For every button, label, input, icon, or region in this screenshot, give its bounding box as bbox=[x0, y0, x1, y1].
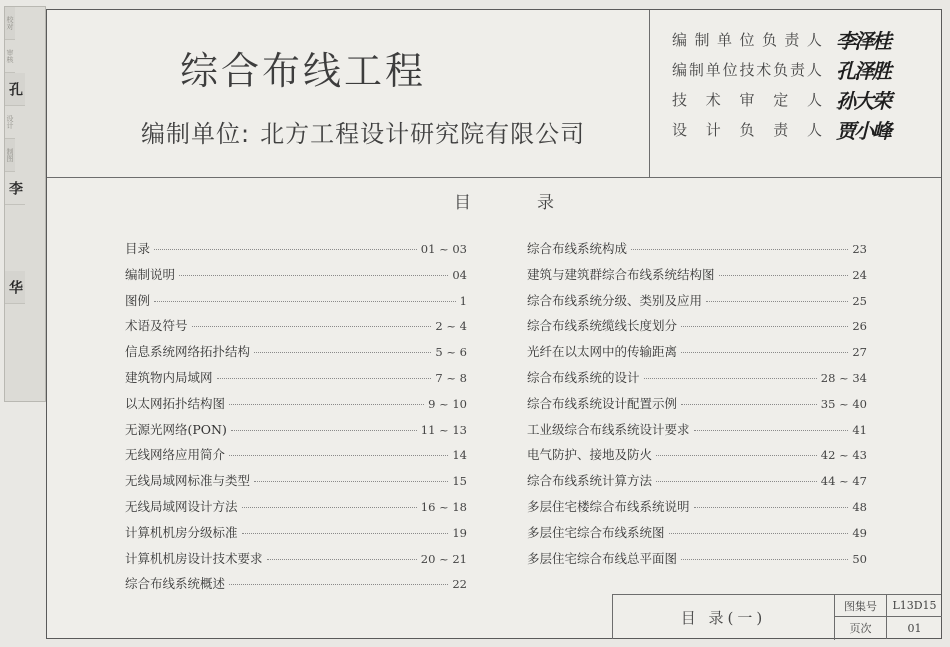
toc-entry-title: 图例 bbox=[125, 292, 151, 308]
toc-entry-title: 光纤在以太网中的传输距离 bbox=[527, 344, 678, 360]
approval-row bbox=[672, 24, 932, 54]
toc-entry-title: 建筑与建筑群综合布线系统结构图 bbox=[527, 266, 715, 282]
toc-entry[interactable] bbox=[125, 342, 467, 360]
strip-label: 制图 bbox=[5, 139, 15, 172]
org-label: 编制单位: bbox=[141, 120, 251, 148]
toc-leader-dots bbox=[154, 249, 417, 250]
toc-entry[interactable] bbox=[527, 265, 867, 283]
toc-entry-page: 04 bbox=[452, 267, 467, 282]
toc-entry-page: 14 bbox=[452, 448, 467, 463]
toc-entry-title: 多层住宅综合布线系统图 bbox=[527, 524, 665, 540]
toc-entry-page: 7 ~ 8 bbox=[435, 371, 467, 385]
toc-entry-page: 42 ~ 43 bbox=[820, 448, 867, 463]
page-number: 01 bbox=[907, 621, 922, 635]
toc-entry[interactable] bbox=[125, 291, 467, 309]
approval-row bbox=[672, 114, 932, 144]
toc-entry[interactable] bbox=[527, 445, 867, 463]
toc-entry[interactable] bbox=[125, 368, 467, 386]
toc-leader-dots bbox=[681, 326, 848, 327]
approval-panel bbox=[649, 10, 941, 178]
toc-heading-char: 目 bbox=[454, 193, 471, 213]
toc-entry-page: 15 bbox=[452, 474, 467, 489]
toc-heading bbox=[454, 188, 554, 213]
toc-leader-dots bbox=[706, 301, 848, 302]
toc-entry-title: 以太网拓扑结构图 bbox=[125, 395, 226, 411]
strip-label: 校对 bbox=[5, 7, 15, 40]
toc-entry[interactable] bbox=[125, 394, 467, 412]
approval-role: 设 计 负 责 人 bbox=[672, 120, 822, 139]
title-block bbox=[612, 594, 941, 639]
approval-row bbox=[672, 54, 932, 84]
toc-entry[interactable] bbox=[527, 523, 867, 541]
toc-entry[interactable] bbox=[125, 523, 467, 541]
toc-leader-dots bbox=[192, 326, 432, 327]
toc-entry-page: 50 bbox=[852, 551, 867, 566]
toc-entry[interactable] bbox=[125, 471, 467, 489]
toc-entry-page: 23 bbox=[852, 242, 867, 256]
toc-entry[interactable] bbox=[125, 445, 467, 463]
toc-entry[interactable] bbox=[527, 471, 867, 489]
page-label: 页次 bbox=[835, 617, 887, 639]
toc-entry-page: 41 bbox=[852, 422, 867, 437]
toc-entry-page: 28 ~ 34 bbox=[820, 371, 867, 385]
toc-entry-page: 26 bbox=[852, 319, 867, 334]
toc-leader-dots bbox=[656, 455, 817, 456]
toc-entry[interactable] bbox=[527, 497, 867, 515]
toc-leader-dots bbox=[267, 559, 417, 560]
toc-leader-dots bbox=[154, 301, 456, 302]
organization-line bbox=[141, 114, 585, 149]
toc-entry[interactable] bbox=[125, 497, 467, 515]
toc-leader-dots bbox=[644, 378, 817, 379]
toc-entry-page: 1 bbox=[459, 293, 467, 308]
header-title-panel bbox=[47, 10, 649, 178]
toc-leader-dots bbox=[254, 352, 431, 353]
sheet-name: 目 录(一) bbox=[613, 595, 835, 640]
toc-entry-page: 25 bbox=[852, 293, 867, 308]
toc-leader-dots bbox=[681, 404, 817, 405]
document-title: 综合布线工程 bbox=[180, 49, 427, 93]
toc-entry-title: 综合布线系统计算方法 bbox=[527, 473, 653, 489]
toc-entry[interactable] bbox=[125, 574, 467, 592]
toc-entry-title: 编制说明 bbox=[125, 266, 176, 282]
toc-entry-page: 48 bbox=[852, 500, 867, 514]
toc-entry[interactable] bbox=[527, 239, 867, 257]
toc-leader-dots bbox=[254, 481, 448, 482]
approval-role: 技 术 审 定 人 bbox=[672, 90, 822, 109]
toc-entry-title: 信息系统网络拓扑结构 bbox=[125, 344, 251, 360]
toc-entry-title: 多层住宅综合布线总平面图 bbox=[527, 550, 678, 566]
toc-entry[interactable] bbox=[125, 420, 467, 438]
toc-entry-title: 综合布线系统构成 bbox=[527, 241, 628, 256]
approval-signature: 贾小峰 bbox=[836, 118, 890, 143]
toc-leader-dots bbox=[719, 275, 849, 276]
toc-entry[interactable] bbox=[527, 291, 867, 309]
approval-row bbox=[672, 84, 932, 114]
toc-leader-dots bbox=[229, 455, 448, 456]
toc-entry[interactable] bbox=[527, 394, 867, 412]
toc-entry-title: 综合布线系统概述 bbox=[125, 576, 226, 592]
approval-signature: 李泽桂 bbox=[836, 28, 890, 53]
strip-signature: 孔 bbox=[5, 73, 25, 106]
toc-entry-page: 20 ~ 21 bbox=[420, 551, 467, 566]
toc-entry-title: 综合布线系统分级、类别及应用 bbox=[527, 292, 703, 308]
toc-leader-dots bbox=[681, 559, 848, 560]
toc-entry-page: 01 ~ 03 bbox=[420, 242, 467, 256]
atlas-number: L13D15 bbox=[887, 595, 942, 617]
approval-role: 编 制 单 位 技 术 负 责 人 bbox=[672, 60, 822, 79]
toc-entry-title: 建筑物内局域网 bbox=[125, 370, 213, 385]
toc-entry[interactable] bbox=[527, 342, 867, 360]
toc-entry-title: 多层住宅楼综合布线系统说明 bbox=[527, 499, 690, 514]
toc-entry-title: 计算机机房分级标准 bbox=[125, 524, 238, 540]
toc-leader-dots bbox=[217, 378, 432, 379]
toc-entry-page: 2 ~ 4 bbox=[435, 319, 467, 334]
toc-entry-title: 无线网络应用简介 bbox=[125, 447, 226, 463]
toc-entry-title: 综合布线系统缆线长度划分 bbox=[527, 318, 678, 334]
binding-margin-strip bbox=[4, 6, 46, 402]
toc-entry-title: 目录 bbox=[125, 241, 151, 256]
toc-entry-title: 综合布线系统的设计 bbox=[527, 370, 640, 385]
toc-entry-title: 综合布线系统设计配置示例 bbox=[527, 395, 678, 411]
toc-entry-page: 16 ~ 18 bbox=[420, 500, 467, 514]
toc-leader-dots bbox=[694, 430, 849, 431]
strip-signature: 李 bbox=[5, 172, 25, 205]
toc-entry-title: 计算机机房设计技术要求 bbox=[125, 550, 263, 566]
toc-entry-page: 5 ~ 6 bbox=[435, 345, 467, 360]
toc-leader-dots bbox=[179, 275, 448, 276]
toc-entry[interactable] bbox=[125, 316, 467, 334]
toc-leader-dots bbox=[242, 533, 449, 534]
org-name: 北方工程设计研究院有限公司 bbox=[260, 120, 586, 148]
toc-entry-page: 11 ~ 13 bbox=[420, 422, 467, 437]
toc-leader-dots bbox=[656, 481, 817, 482]
toc-entry-title: 电气防护、接地及防火 bbox=[527, 447, 653, 463]
toc-entry-page: 49 bbox=[852, 525, 867, 540]
toc-entry[interactable] bbox=[527, 420, 867, 438]
toc-leader-dots bbox=[242, 507, 417, 508]
toc-leader-dots bbox=[631, 249, 848, 250]
toc-entry[interactable] bbox=[527, 549, 867, 567]
strip-signature: 华 bbox=[5, 271, 25, 304]
toc-entry[interactable] bbox=[125, 239, 467, 257]
toc-entry-page: 44 ~ 47 bbox=[820, 474, 867, 489]
approval-signature: 孔泽胜 bbox=[836, 58, 890, 83]
toc-leader-dots bbox=[694, 507, 849, 508]
toc-leader-dots bbox=[669, 533, 849, 534]
approval-role: 编 制 单 位 负 责 人 bbox=[672, 30, 822, 49]
toc-entry-title: 无线局域网设计方法 bbox=[125, 499, 238, 514]
toc-entry-page: 24 bbox=[852, 267, 867, 282]
toc-heading-char: 录 bbox=[537, 193, 554, 213]
toc-entry[interactable] bbox=[527, 368, 867, 386]
approval-signature: 孙大荣 bbox=[836, 88, 890, 113]
toc-entry-page: 19 bbox=[452, 525, 467, 540]
toc-leader-dots bbox=[229, 584, 448, 585]
toc-entry-page: 22 bbox=[452, 577, 467, 592]
toc-entry-page: 35 ~ 40 bbox=[820, 396, 867, 411]
drawing-frame bbox=[46, 9, 942, 639]
toc-entry-title: 无线局域网标准与类型 bbox=[125, 473, 251, 489]
toc-entry-title: 工业级综合布线系统设计要求 bbox=[527, 421, 690, 437]
toc-entry[interactable] bbox=[125, 549, 467, 567]
toc-entry-page: 9 ~ 10 bbox=[428, 396, 467, 411]
toc-entry[interactable] bbox=[125, 265, 467, 283]
toc-leader-dots bbox=[229, 404, 424, 405]
atlas-label: 图集号 bbox=[835, 595, 887, 617]
toc-leader-dots bbox=[681, 352, 848, 353]
toc-entry[interactable] bbox=[527, 316, 867, 334]
strip-label: 设计 bbox=[5, 106, 15, 139]
toc-entry-page: 27 bbox=[852, 345, 867, 360]
toc-entry-title: 无源光网络(PON) bbox=[125, 421, 227, 437]
toc-entry-title: 术语及符号 bbox=[125, 318, 188, 334]
strip-label: 审核 bbox=[5, 40, 15, 73]
toc-leader-dots bbox=[231, 430, 417, 431]
